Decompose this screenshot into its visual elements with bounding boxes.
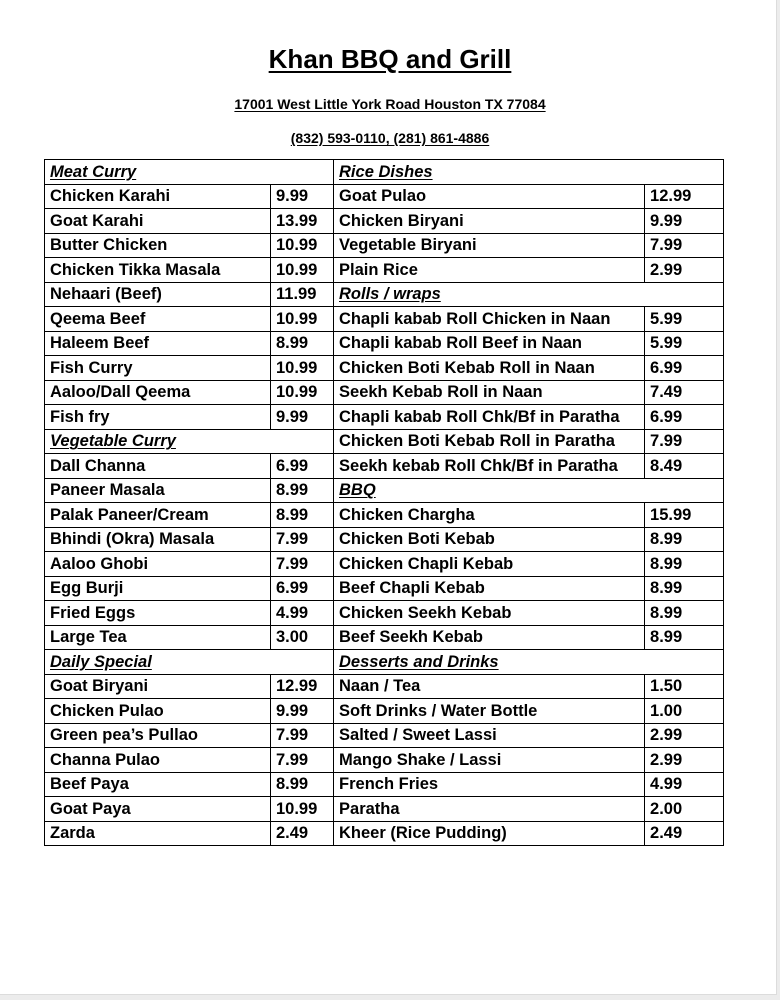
item-name: Chicken Seekh Kebab [334,601,645,626]
table-row [45,625,724,650]
item-price: 10.99 [271,258,334,283]
item-price: 10.99 [271,797,334,822]
item-price: 8.99 [645,625,724,650]
item-price: 2.49 [645,821,724,846]
item-name: Soft Drinks / Water Bottle [334,699,645,724]
item-price: 7.99 [271,527,334,552]
table-row [45,184,724,209]
item-name: Mango Shake / Lassi [334,748,645,773]
table-row [45,160,724,185]
item-name: Large Tea [45,625,271,650]
item-name: Channa Pulao [45,748,271,773]
table-row [45,797,724,822]
table-row [45,601,724,626]
item-name: Seekh kebab Roll Chk/Bf in Paratha [334,454,645,479]
item-price: 8.99 [645,552,724,577]
item-price: 6.99 [645,405,724,430]
item-name: Chicken Tikka Masala [45,258,271,283]
item-name: Green pea’s Pullao [45,723,271,748]
table-row [45,380,724,405]
item-name: Vegetable Biryani [334,233,645,258]
table-row [45,772,724,797]
item-price: 8.99 [645,576,724,601]
item-name: Chicken Pulao [45,699,271,724]
item-price: 4.99 [271,601,334,626]
item-name: Palak Paneer/Cream [45,503,271,528]
table-row [45,478,724,503]
item-name: Chicken Chargha [334,503,645,528]
item-price: 2.99 [645,748,724,773]
item-name: Aaloo/Dall Qeema [45,380,271,405]
item-price: 3.00 [271,625,334,650]
item-price: 15.99 [645,503,724,528]
item-price: 8.99 [271,772,334,797]
item-price: 7.99 [271,552,334,577]
item-name: Goat Biryani [45,674,271,699]
section-heading: Desserts and Drinks [334,650,724,675]
item-price: 2.49 [271,821,334,846]
table-row [45,356,724,381]
item-name: French Fries [334,772,645,797]
table-row [45,527,724,552]
item-price: 7.99 [645,429,724,454]
section-heading: Vegetable Curry [45,429,334,454]
item-name: Seekh Kebab Roll in Naan [334,380,645,405]
item-name: Nehaari (Beef) [45,282,271,307]
item-name: Dall Channa [45,454,271,479]
table-row [45,405,724,430]
item-name: Plain Rice [334,258,645,283]
table-row [45,576,724,601]
item-name: Salted / Sweet Lassi [334,723,645,748]
item-name: Chicken Boti Kebab [334,527,645,552]
item-price: 10.99 [271,233,334,258]
restaurant-phones: (832) 593-0110, (281) 861-4886 [290,130,490,146]
restaurant-address: 17001 West Little York Road Houston TX 77084 [234,96,546,112]
item-price: 9.99 [645,209,724,234]
table-row [45,429,724,454]
item-price: 6.99 [271,576,334,601]
item-price: 13.99 [271,209,334,234]
item-name: Naan / Tea [334,674,645,699]
item-name: Chicken Biryani [334,209,645,234]
item-name: Haleem Beef [45,331,271,356]
item-name: Chicken Boti Kebab Roll in Naan [334,356,645,381]
section-heading: Meat Curry [45,160,334,185]
table-row [45,331,724,356]
item-name: Chapli kabab Roll Chk/Bf in Paratha [334,405,645,430]
table-row [45,282,724,307]
table-row [45,723,724,748]
item-name: Goat Paya [45,797,271,822]
table-row [45,821,724,846]
item-price: 1.00 [645,699,724,724]
item-name: Goat Pulao [334,184,645,209]
item-price: 7.99 [271,748,334,773]
table-row [45,503,724,528]
item-price: 8.99 [271,503,334,528]
item-price: 12.99 [645,184,724,209]
item-price: 9.99 [271,184,334,209]
item-price: 10.99 [271,356,334,381]
item-name: Goat Karahi [45,209,271,234]
item-price: 2.00 [645,797,724,822]
table-row [45,209,724,234]
item-price: 11.99 [271,282,334,307]
item-name: Butter Chicken [45,233,271,258]
item-price: 7.99 [645,233,724,258]
item-price: 7.49 [645,380,724,405]
restaurant-title: Khan BBQ and Grill [268,44,512,74]
item-name: Chapli kabab Roll Chicken in Naan [334,307,645,332]
section-heading: BBQ [334,478,724,503]
section-heading: Rolls / wraps [334,282,724,307]
table-row [45,748,724,773]
item-name: Paratha [334,797,645,822]
item-name: Kheer (Rice Pudding) [334,821,645,846]
item-price: 1.50 [645,674,724,699]
table-row [45,233,724,258]
table-row [45,258,724,283]
item-name: Fish Curry [45,356,271,381]
table-row [45,307,724,332]
table-row [45,650,724,675]
item-price: 8.99 [271,478,334,503]
item-price: 10.99 [271,307,334,332]
item-name: Fish fry [45,405,271,430]
item-name: Aaloo Ghobi [45,552,271,577]
item-name: Chicken Karahi [45,184,271,209]
item-price: 7.99 [271,723,334,748]
item-name: Bhindi (Okra) Masala [45,527,271,552]
item-name: Beef Seekh Kebab [334,625,645,650]
item-name: Zarda [45,821,271,846]
table-row [45,674,724,699]
item-name: Qeema Beef [45,307,271,332]
item-name: Chapli kabab Roll Beef in Naan [334,331,645,356]
item-price: 8.49 [645,454,724,479]
item-price: 4.99 [645,772,724,797]
item-price: 9.99 [271,699,334,724]
menu-table [44,159,724,846]
item-name: Egg Burji [45,576,271,601]
item-name: Beef Chapli Kebab [334,576,645,601]
item-price: 8.99 [645,527,724,552]
item-name: Chicken Chapli Kebab [334,552,645,577]
table-row [45,454,724,479]
menu-table-body [45,160,724,846]
item-price: 2.99 [645,258,724,283]
item-price: 8.99 [271,331,334,356]
item-price: 10.99 [271,380,334,405]
item-name: Beef Paya [45,772,271,797]
section-heading: Rice Dishes [334,160,724,185]
item-price: 5.99 [645,307,724,332]
item-price: 5.99 [645,331,724,356]
table-row [45,552,724,577]
table-row [45,699,724,724]
item-price: 9.99 [271,405,334,430]
section-heading: Daily Special [45,650,334,675]
item-price: 6.99 [271,454,334,479]
item-name: Chicken Boti Kebab Roll in Paratha [334,429,645,454]
item-price: 6.99 [645,356,724,381]
item-name: Fried Eggs [45,601,271,626]
item-price: 8.99 [645,601,724,626]
item-name: Paneer Masala [45,478,271,503]
item-price: 12.99 [271,674,334,699]
item-price: 2.99 [645,723,724,748]
